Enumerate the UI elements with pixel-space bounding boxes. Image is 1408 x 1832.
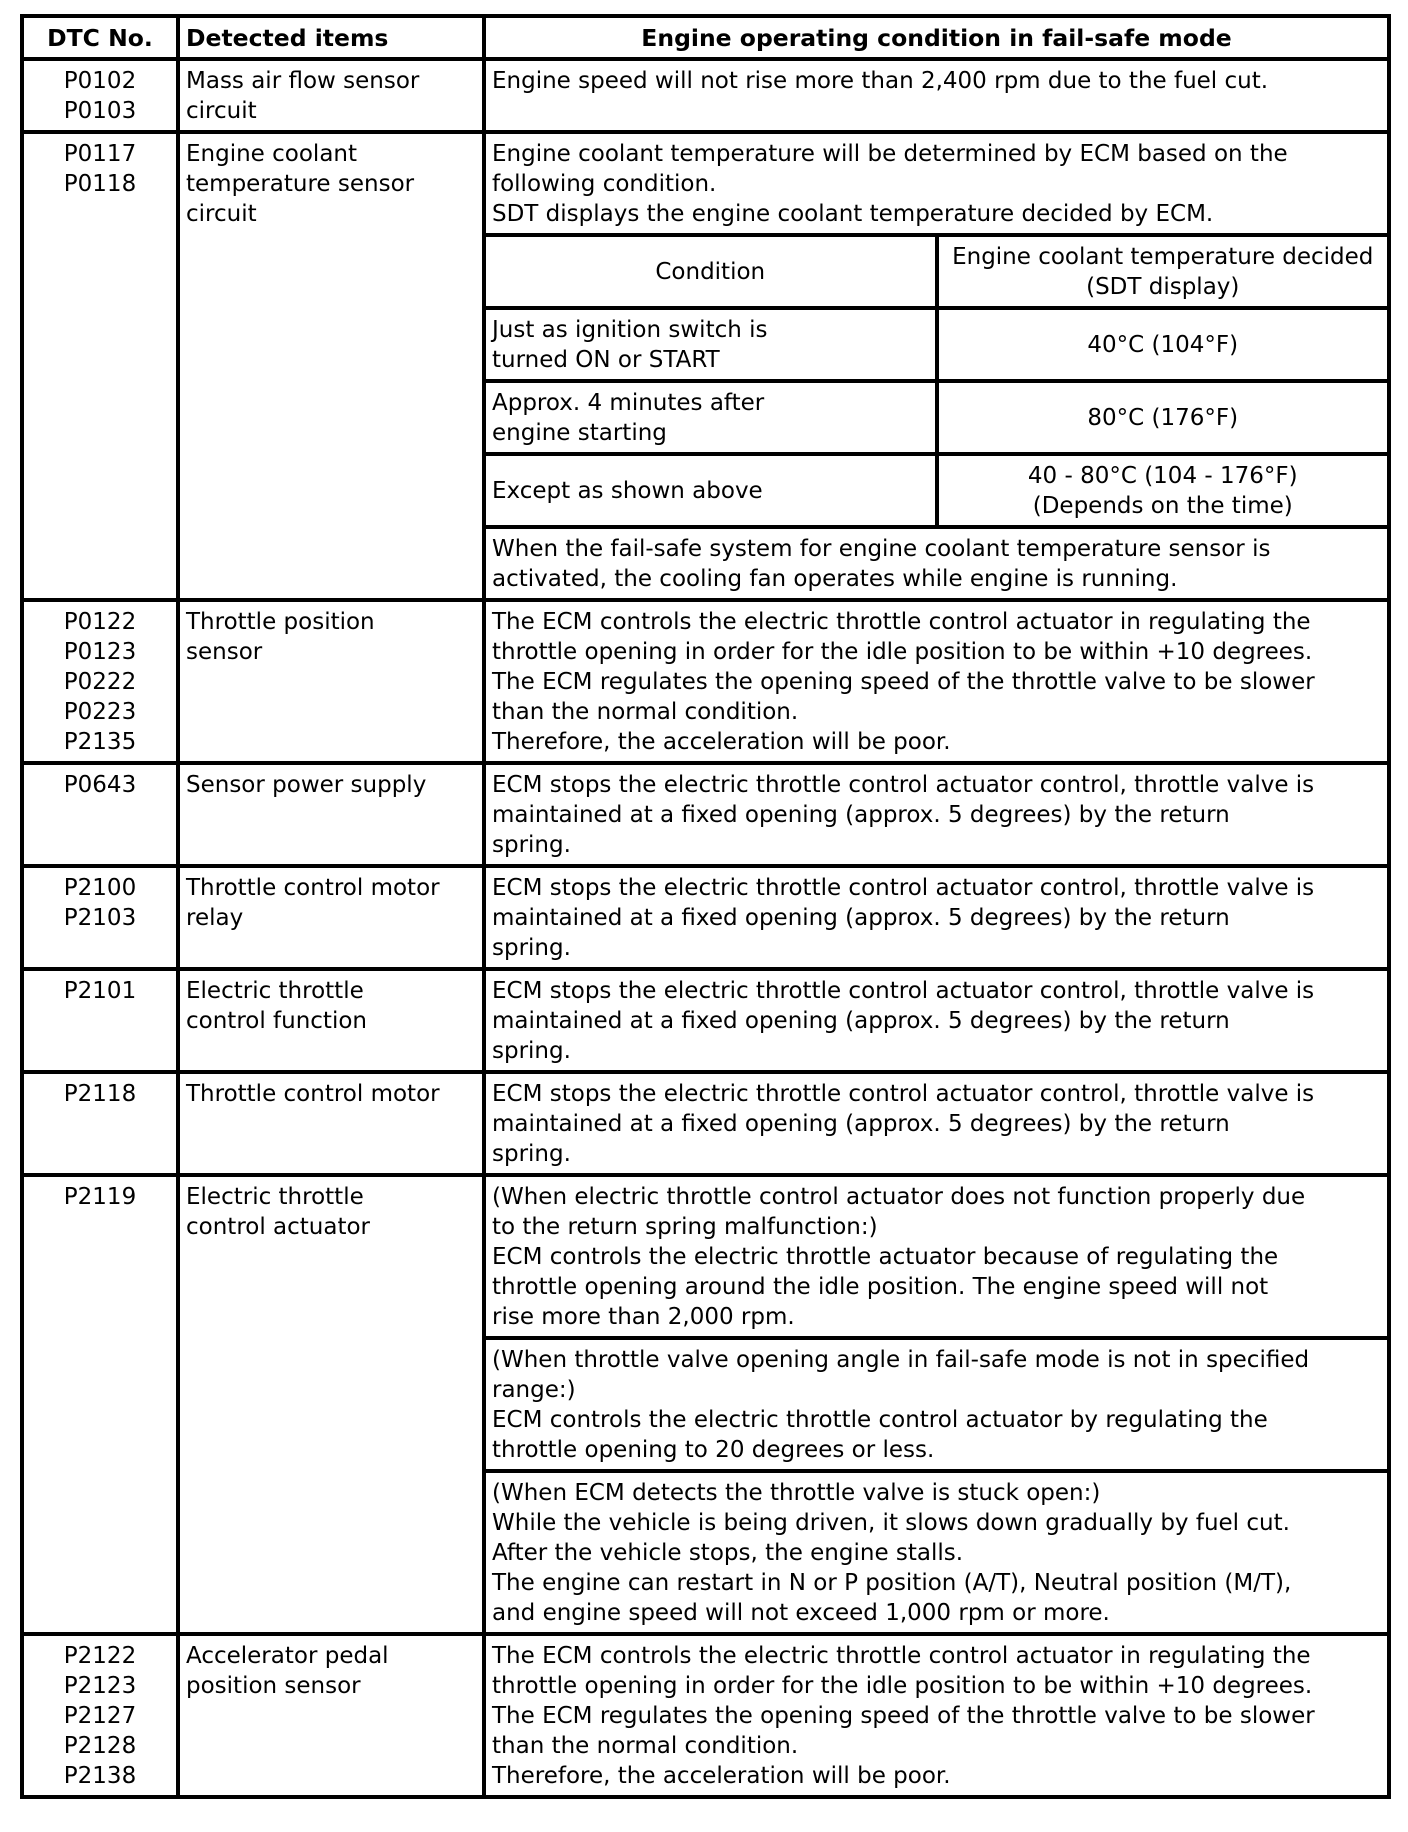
condition-text: throttle opening to 20 degrees or less.: [492, 1437, 935, 1463]
subtable-text: Except as shown above: [492, 478, 763, 504]
subtable-text: 40°C (104°F): [1087, 332, 1239, 358]
condition-text: The ECM controls the electric throttle control actuator in regulating the: [492, 1643, 1311, 1669]
dtc-code: P2135: [63, 729, 137, 755]
subtable-header-condition: [486, 235, 937, 308]
dtc-code: P2128: [63, 1733, 137, 1759]
subtable-row: [486, 454, 1387, 527]
condition-text: ECM stops the electric throttle control actuator control, throttle valve is: [492, 1081, 1315, 1107]
condition-cell: [484, 866, 1389, 969]
condition-block: [486, 1338, 1387, 1471]
subtable-header-temperature: [937, 235, 1388, 308]
subtable-condition: [486, 454, 937, 527]
condition-text: than the normal condition.: [492, 1733, 799, 1759]
actuator-condition-blocks: [486, 1177, 1387, 1632]
table-row: [22, 1634, 1389, 1797]
dtc-code: P0222: [63, 669, 137, 695]
detected-item-text: position sensor: [186, 1673, 361, 1699]
detected-item-cell: [178, 59, 484, 132]
dtc-cell: [22, 969, 178, 1072]
subtable-header-text: Condition: [655, 259, 766, 285]
table-row: [22, 600, 1389, 763]
condition-cell: [484, 763, 1389, 866]
condition-text: Engine coolant temperature will be determined by ECM based on the: [492, 141, 1288, 167]
detected-item-cell: [178, 763, 484, 866]
condition-text: The ECM regulates the opening speed of the throttle valve to be slower: [492, 1703, 1315, 1729]
detected-item-text: Throttle control motor: [186, 875, 440, 901]
subtable-text: 40 - 80°C (104 - 176°F): [1027, 463, 1298, 489]
subtable-value: [937, 381, 1388, 454]
dtc-code: P2100: [63, 875, 137, 901]
dtc-cell: [22, 1634, 178, 1797]
detected-item-text: circuit: [186, 98, 257, 124]
table-row: [22, 59, 1389, 132]
detected-item-text: Electric throttle: [186, 978, 364, 1004]
subtable-row: [486, 308, 1387, 381]
fail-safe-table: [20, 14, 1391, 1799]
table-row: [22, 1072, 1389, 1175]
condition-text: throttle opening in order for the idle position to be within +10 degrees.: [492, 1673, 1313, 1699]
coolant-note: [486, 527, 1387, 598]
header-row: [22, 16, 1389, 59]
dtc-code: P0122: [63, 609, 137, 635]
condition-text: When the fail-safe system for engine coolant temperature sensor is: [492, 536, 1271, 562]
dtc-code: P2122: [63, 1643, 137, 1669]
subtable-condition: [486, 381, 937, 454]
detected-item-cell: [178, 866, 484, 969]
dtc-code: P2123: [63, 1673, 137, 1699]
detected-item-text: Accelerator pedal: [186, 1643, 389, 1669]
detected-item-text: control actuator: [186, 1214, 371, 1240]
detected-item-cell: [178, 1175, 484, 1634]
condition-cell: [484, 132, 1389, 600]
condition-text: Therefore, the acceleration will be poor.: [492, 729, 951, 755]
condition-cell: [484, 1175, 1389, 1634]
condition-text: throttle opening around the idle position. The engine speed will not: [492, 1274, 1269, 1300]
dtc-code: P0123: [63, 639, 137, 665]
detected-item-cell: [178, 600, 484, 763]
condition-text: (When electric throttle control actuator does not function properly due: [492, 1184, 1306, 1210]
coolant-intro: [486, 134, 1387, 235]
condition-text: [492, 96, 1381, 126]
detected-item-cell: [178, 1634, 484, 1797]
detected-item-cell: [178, 1072, 484, 1175]
condition-text: Therefore, the acceleration will be poor.: [492, 1763, 951, 1789]
subtable-header-row: [486, 235, 1387, 308]
dtc-code: P0643: [63, 772, 137, 798]
condition-text: spring.: [492, 1038, 571, 1064]
detected-item-text: Throttle control motor: [186, 1081, 440, 1107]
detected-item-text: Engine coolant: [186, 141, 358, 167]
detected-item-cell: [178, 132, 484, 600]
dtc-code: P2138: [63, 1763, 137, 1789]
condition-text: to the return spring malfunction:): [492, 1214, 878, 1240]
dtc-cell: [22, 59, 178, 132]
condition-text: maintained at a fixed opening (approx. 5 degrees) by the return: [492, 905, 1230, 931]
header-engine-condition: Engine operating condition in fail-safe mode: [484, 16, 1389, 59]
dtc-code: P0102: [63, 68, 137, 94]
condition-text: While the vehicle is being driven, it slows down gradually by fuel cut.: [492, 1510, 1290, 1536]
condition-text: spring.: [492, 935, 571, 961]
condition-text: The ECM regulates the opening speed of the throttle valve to be slower: [492, 669, 1315, 695]
detected-item-text: Mass air flow sensor: [186, 68, 420, 94]
detected-item-text: relay: [186, 905, 244, 931]
dtc-cell: [22, 1072, 178, 1175]
dtc-cell: [22, 763, 178, 866]
condition-text: and engine speed will not exceed 1,000 rpm or more.: [492, 1600, 1110, 1626]
condition-text: spring.: [492, 1141, 571, 1167]
condition-cell: [484, 969, 1389, 1072]
subtable-condition: [486, 308, 937, 381]
detected-item-text: temperature sensor: [186, 171, 415, 197]
dtc-code: P2118: [63, 1081, 137, 1107]
condition-text: ECM controls the electric throttle control actuator by regulating the: [492, 1407, 1268, 1433]
condition-text: ECM controls the electric throttle actuator because of regulating the: [492, 1244, 1279, 1270]
condition-text: (When throttle valve opening angle in fail-safe mode is not in specified: [492, 1347, 1310, 1373]
table-row: [22, 969, 1389, 1072]
condition-cell: [484, 600, 1389, 763]
condition-text: than the normal condition.: [492, 699, 799, 725]
condition-text: activated, the cooling fan operates while engine is running.: [492, 566, 1178, 592]
condition-text: The engine can restart in N or P position (A/T), Neutral position (M/T),: [492, 1570, 1292, 1596]
table-row: [22, 132, 1389, 600]
detected-item-text: control function: [186, 1008, 367, 1034]
condition-text: SDT displays the engine coolant temperature decided by ECM.: [492, 201, 1214, 227]
condition-text: spring.: [492, 832, 571, 858]
condition-text: rise more than 2,000 rpm.: [492, 1304, 795, 1330]
subtable-text: Approx. 4 minutes after: [492, 390, 765, 416]
subtable-value: [937, 454, 1388, 527]
dtc-code: P2101: [63, 978, 137, 1004]
dtc-code: P2103: [63, 905, 137, 931]
condition-text: range:): [492, 1377, 576, 1403]
condition-text: throttle opening in order for the idle position to be within +10 degrees.: [492, 639, 1313, 665]
condition-block: [486, 1177, 1387, 1338]
subtable-text: turned ON or START: [492, 347, 720, 373]
condition-text: ECM stops the electric throttle control actuator control, throttle valve is: [492, 772, 1315, 798]
condition-text: ECM stops the electric throttle control actuator control, throttle valve is: [492, 978, 1315, 1004]
dtc-code: P0103: [63, 98, 137, 124]
dtc-cell: [22, 1175, 178, 1634]
condition-cell: [484, 1634, 1389, 1797]
condition-text: ECM stops the electric throttle control actuator control, throttle valve is: [492, 875, 1315, 901]
condition-text: maintained at a fixed opening (approx. 5 degrees) by the return: [492, 802, 1230, 828]
coolant-temperature-subtable: [486, 134, 1387, 598]
condition-block: [486, 1471, 1387, 1632]
condition-cell: [484, 1072, 1389, 1175]
header-detected-items: Detected items: [178, 16, 484, 59]
detected-item-text: Throttle position: [186, 609, 375, 635]
detected-item-text: sensor: [186, 639, 263, 665]
condition-text: Engine speed will not rise more than 2,400 rpm due to the fuel cut.: [492, 68, 1269, 94]
table-row: [22, 763, 1389, 866]
subtable-row: [486, 381, 1387, 454]
table-row: [22, 866, 1389, 969]
dtc-code: P0223: [63, 699, 137, 725]
detected-item-text: circuit: [186, 201, 257, 227]
condition-text: maintained at a fixed opening (approx. 5 degrees) by the return: [492, 1111, 1230, 1137]
detected-item-text: Sensor power supply: [186, 772, 427, 798]
dtc-cell: [22, 132, 178, 600]
condition-text: (When ECM detects the throttle valve is stuck open:): [492, 1480, 1101, 1506]
condition-text: After the vehicle stops, the engine stalls.: [492, 1540, 964, 1566]
subtable-header-text: Engine coolant temperature decided: [952, 244, 1374, 270]
condition-text: The ECM controls the electric throttle control actuator in regulating the: [492, 609, 1311, 635]
detected-item-text: Electric throttle: [186, 1184, 364, 1210]
subtable-text: 80°C (176°F): [1087, 405, 1239, 431]
detected-item-cell: [178, 969, 484, 1072]
dtc-code: P2119: [63, 1184, 137, 1210]
dtc-code: P0117: [63, 141, 137, 167]
subtable-value: [937, 308, 1388, 381]
subtable-header-text: (SDT display): [1086, 274, 1240, 300]
subtable-text: (Depends on the time): [1032, 493, 1293, 519]
dtc-cell: [22, 866, 178, 969]
condition-cell: [484, 59, 1389, 132]
dtc-code: P2127: [63, 1703, 137, 1729]
dtc-code: P0118: [63, 171, 137, 197]
condition-text: maintained at a fixed opening (approx. 5 degrees) by the return: [492, 1008, 1230, 1034]
subtable-text: Just as ignition switch is: [492, 317, 768, 343]
subtable-text: engine starting: [492, 420, 667, 446]
header-dtc: DTC No.: [22, 16, 178, 59]
dtc-cell: [22, 600, 178, 763]
condition-text: following condition.: [492, 171, 717, 197]
table-row: [22, 1175, 1389, 1634]
